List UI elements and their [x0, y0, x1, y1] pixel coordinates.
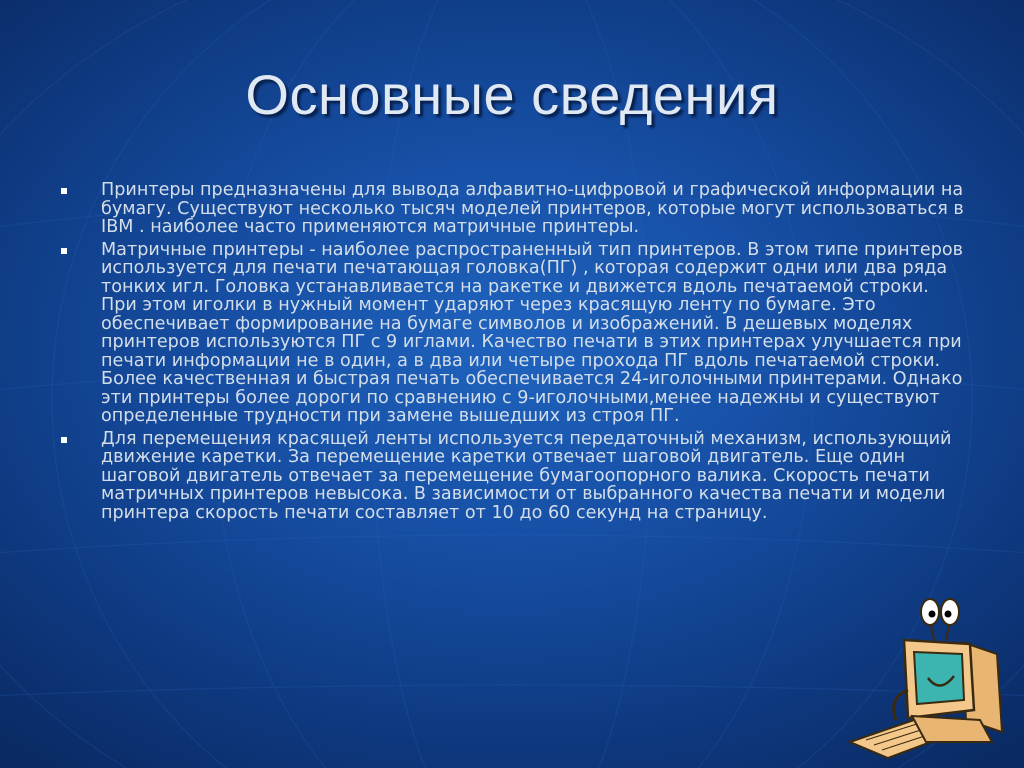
bullet-text: Для перемещения красящей ленты используется передаточный механизм, использующий движение каретки. За перемещение каретки отвечает шаговой двигатель. Еще один шаговой двигатель отвечает за перемещение бумагоопорного валика. Скорость печати матричных принтеров невысока. В зависимости от выбранного качества печати и модели принтера скорость печати составляет от 10 до 60 секунд на страницу.	[101, 428, 952, 523]
slide-title: Основные сведения	[245, 63, 779, 126]
bullet-item	[60, 241, 970, 426]
square-bullet-icon	[61, 248, 67, 254]
square-bullet-icon	[61, 437, 67, 443]
bullet-text: Принтеры предназначены для вывода алфавитно-цифровой и графической информации на бумагу. Существуют несколько тысяч моделей принтеров, которые могут использоваться в IBM . наиболее часто применяются матричные принтеры.	[101, 180, 964, 237]
cartoon-computer-icon	[842, 592, 1012, 762]
bullet-text: Матричные принтеры - наиболее распространенный тип принтеров. В этом типе принтеров используется для печати печатающая головка(ПГ) , которая содержит одни или два ряда тонких игл. Головка устанавливается на ракетке и движется вдоль печатаемой строки. При этом иголки в нужный момент ударяют через красящую ленту по бумаге. Это обеспечивает формирование на бумаге символов и изображений. В дешевых моделях принтеров используются ПГ с 9 иглами. Качество печати в этих принтерах улучшается при печати информации не в один, а в два или четыре прохода ПГ вдоль печатаемой строки. Более качественная и быстрая печать обеспечивается 24-иголочными принтерами. Однако эти принтеры более дороги по сравнению с 9-иголочными,менее надежны и существуют определенные трудности при замене вышедших из строя ПГ.	[101, 239, 964, 426]
bullet-list	[60, 181, 970, 526]
bullet-item	[60, 181, 970, 237]
bullet-item	[60, 430, 970, 523]
square-bullet-icon	[61, 188, 67, 194]
